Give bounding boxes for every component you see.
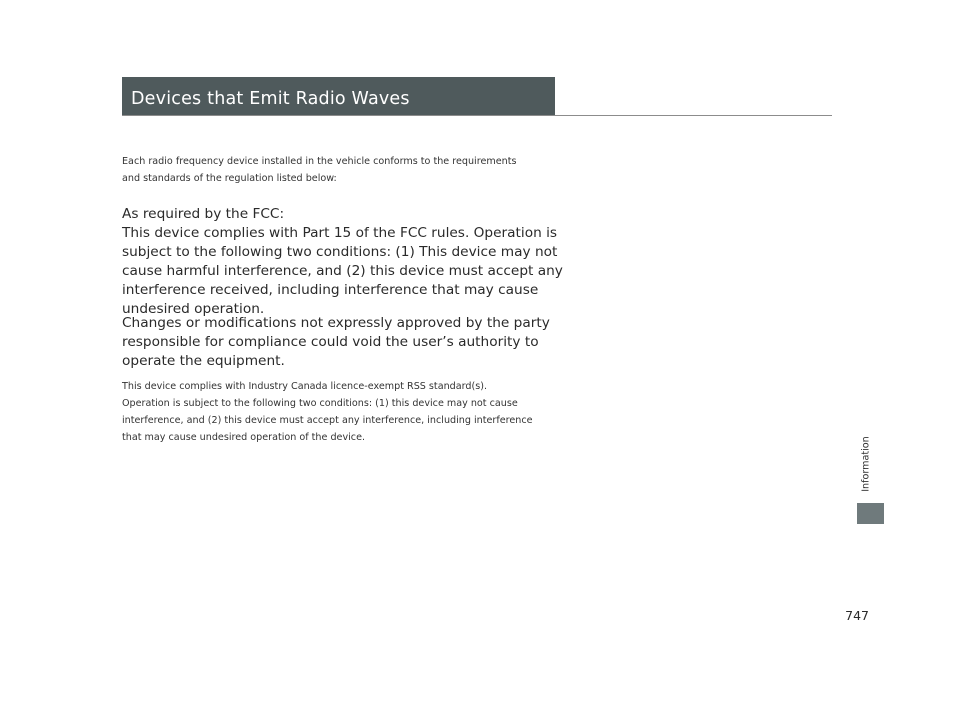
changes-line: operate the equipment. — [122, 353, 285, 369]
changes-warning — [122, 314, 562, 371]
chapter-tab-label — [846, 426, 886, 502]
header-divider — [122, 115, 832, 116]
ic-line: Operation is subject to the following two conditions: (1) this device may not cause — [122, 398, 518, 409]
fcc-line: subject to the following two conditions: (1) This device may not — [122, 244, 558, 260]
intro-paragraph — [122, 153, 562, 187]
fcc-line: interference received, including interference that may cause — [122, 282, 539, 298]
industry-canada-statement — [122, 378, 567, 446]
fcc-line: undesired operation. — [122, 301, 265, 317]
fcc-line: This device complies with Part 15 of the FCC rules. Operation is — [122, 225, 558, 241]
intro-line: Each radio frequency device installed in the vehicle conforms to the requirements — [122, 156, 517, 167]
changes-line: responsible for compliance could void the user’s authority to — [122, 334, 539, 350]
ic-line: This device complies with Industry Canada licence-exempt RSS standard(s). — [122, 381, 488, 392]
ic-line: that may cause undesired operation of the device. — [122, 432, 366, 443]
fcc-statement — [122, 205, 562, 319]
chapter-tab-text: Information — [860, 436, 872, 492]
intro-line: and standards of the regulation listed below: — [122, 173, 337, 184]
fcc-line: cause harmful interference, and (2) this device must accept any — [122, 263, 563, 279]
fcc-heading: As required by the FCC: — [122, 206, 285, 222]
section-title: Devices that Emit Radio Waves — [131, 89, 410, 109]
ic-line: interference, and (2) this device must accept any interference, including interference — [122, 415, 533, 426]
page-number: 747 — [845, 608, 869, 623]
changes-line: Changes or modifications not expressly approved by the party — [122, 315, 550, 331]
chapter-tab-marker — [857, 503, 884, 524]
